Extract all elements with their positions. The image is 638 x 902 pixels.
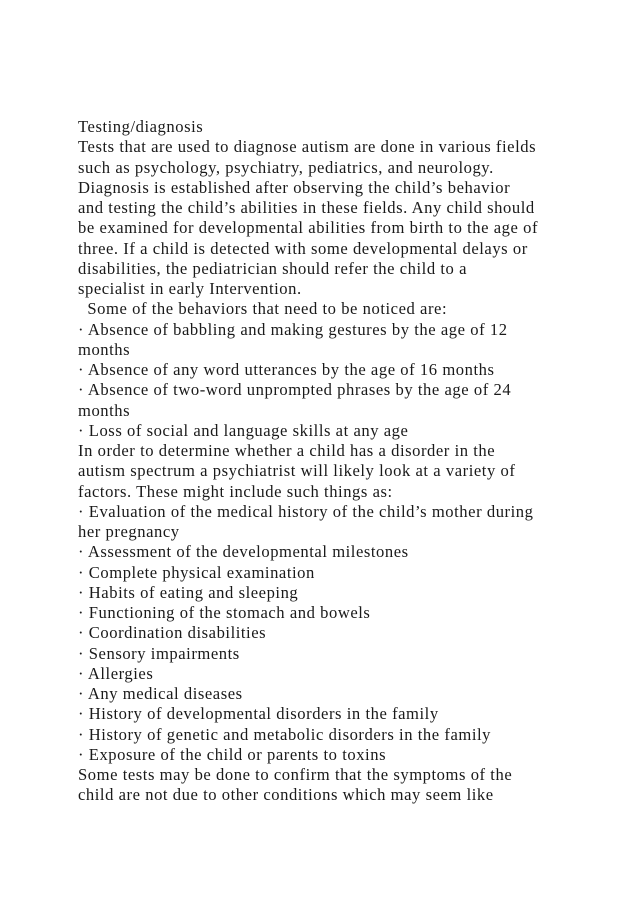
paragraph-line: disabilities, the pediatrician should refer the child to a: [78, 258, 468, 278]
paragraph-line: such as psychology, psychiatry, pediatrics, and neurology.: [78, 157, 494, 177]
paragraph-line: Some tests may be done to confirm that the symptoms of the: [78, 765, 513, 784]
bullet-line: · Sensory impairments: [78, 643, 240, 663]
paragraph-line: and testing the child’s abilities in these fields. Any child should: [78, 198, 535, 217]
paragraph-line: factors. These might include such things as:: [78, 481, 393, 501]
bullet-line: · Exposure of the child or parents to toxins: [78, 744, 387, 764]
paragraph-line: autism spectrum a psychiatrist will likely look at a variety of: [78, 461, 516, 481]
paragraph-line: In order to determine whether a child has a disorder in the: [78, 441, 496, 460]
section-heading: Testing/diagnosis: [78, 117, 204, 136]
document-body: [78, 117, 578, 806]
bullet-line: · Assessment of the developmental milestones: [78, 542, 409, 562]
paragraph-line: Diagnosis is established after observing the child’s behavior: [78, 177, 511, 197]
paragraph-line: Tests that are used to diagnose autism are done in various fields: [78, 137, 537, 157]
bullet-line: · Evaluation of the medical history of the child’s mother during: [78, 501, 534, 521]
paragraph-line: three. If a child is detected with some developmental delays or: [78, 238, 528, 258]
bullet-line: · Coordination disabilities: [78, 623, 267, 643]
bullet-line: · Complete physical examination: [78, 562, 315, 582]
bullet-line: · Absence of any word utterances by the age of 16 months: [78, 360, 495, 379]
bullet-continuation-line: her pregnancy: [78, 522, 180, 541]
paragraph-line: specialist in early Intervention.: [78, 279, 302, 298]
bullet-line: · Any medical diseases: [78, 684, 243, 703]
bullet-line: · Habits of eating and sleeping: [78, 582, 299, 602]
bullet-line: · Functioning of the stomach and bowels: [78, 603, 371, 622]
bullet-line: · History of developmental disorders in the family: [78, 704, 439, 724]
bullet-line: · Absence of two-word unprompted phrases by the age of 24: [78, 380, 512, 400]
bullet-line: · Allergies: [78, 663, 154, 683]
bullet-continuation-line: months: [78, 400, 131, 420]
paragraph-line: child are not due to other conditions which may seem like: [78, 785, 494, 805]
paragraph-line: Some of the behaviors that need to be noticed are:: [78, 299, 448, 319]
bullet-continuation-line: months: [78, 339, 131, 359]
bullet-line: · Loss of social and language skills at any age: [78, 420, 409, 440]
paragraph-line: be examined for developmental abilities from birth to the age of: [78, 218, 539, 238]
bullet-line: · Absence of babbling and making gestures by the age of 12: [78, 319, 508, 339]
bullet-line: · History of genetic and metabolic disorders in the family: [78, 724, 491, 744]
